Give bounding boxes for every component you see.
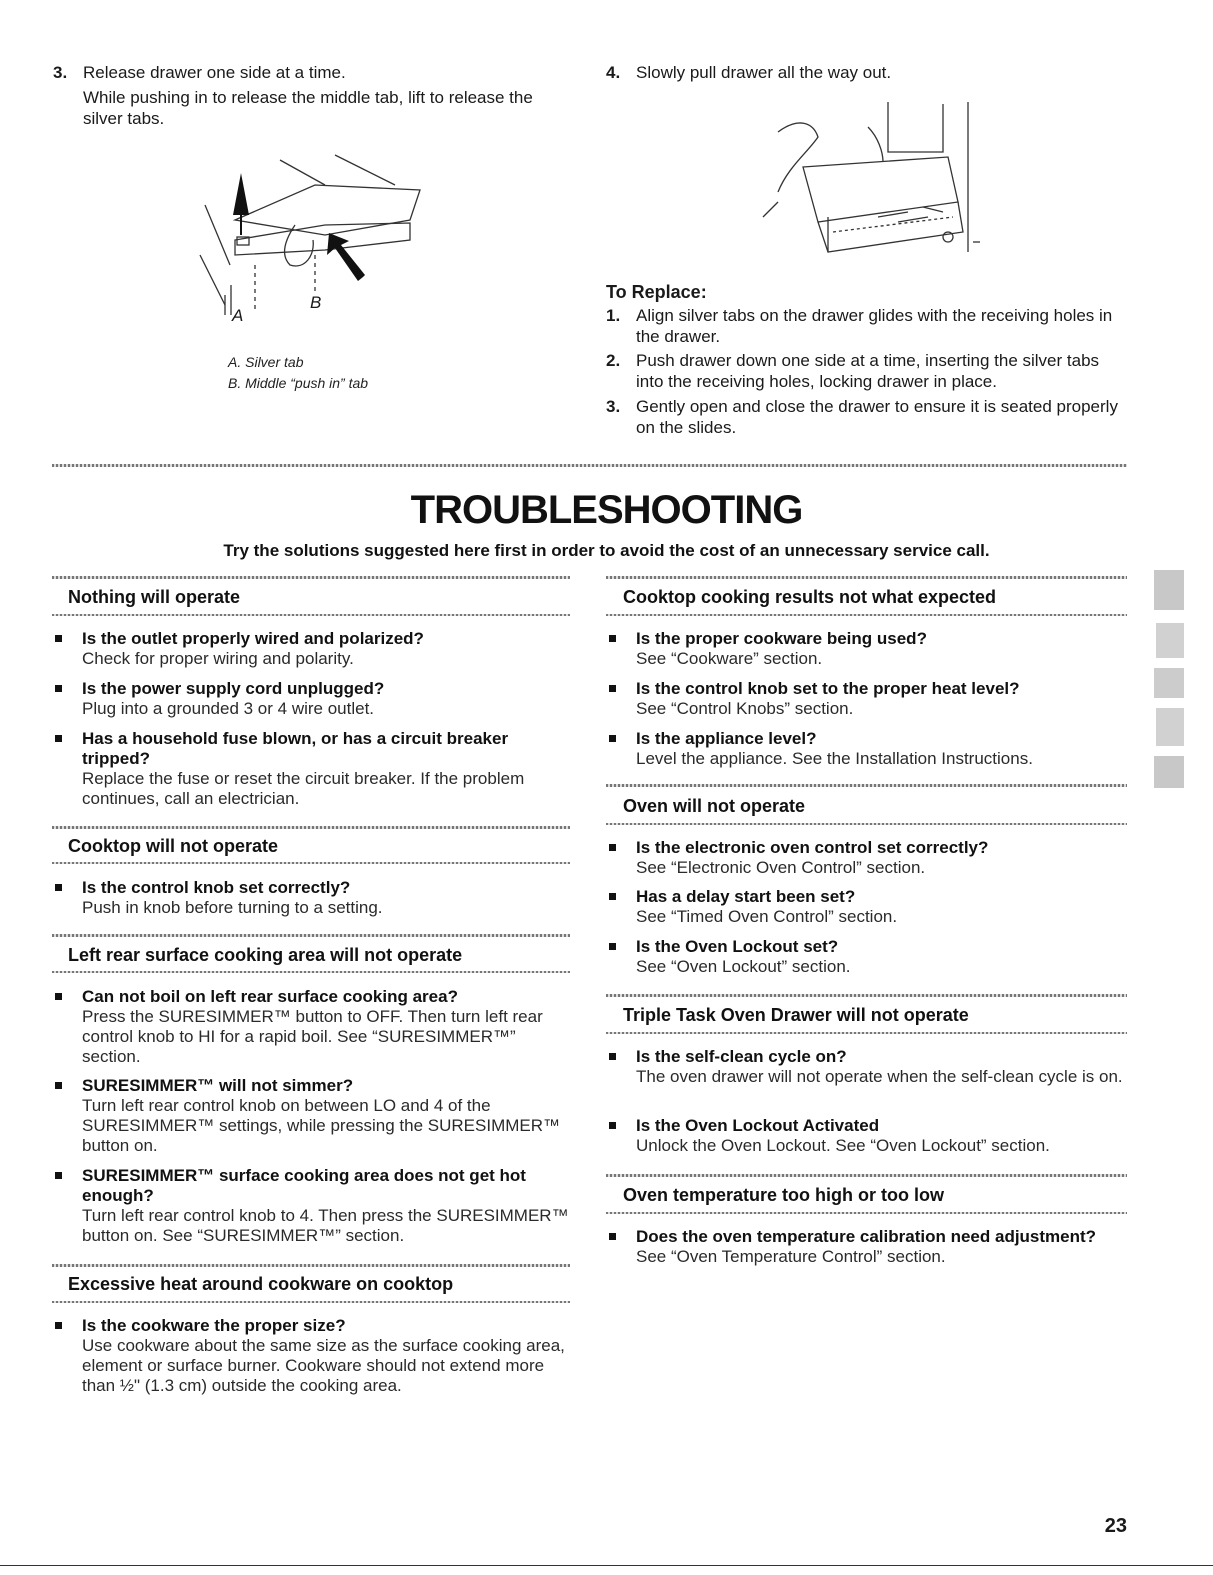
section-rule — [606, 994, 1127, 997]
callout-label-b: B — [310, 293, 322, 312]
answer: Use cookware about the same size as the surface cooking area, element or surface burner. Cookware should not extend more than ½" (1.3 cm) outside the cooking area. — [82, 1336, 565, 1395]
answer: Check for proper wiring and polarity. — [82, 649, 354, 668]
section-rule — [606, 784, 1127, 787]
section-title-nothing-operates: Nothing will operate — [68, 587, 241, 607]
section-rule — [52, 1264, 570, 1267]
troubleshoot-item — [55, 878, 570, 918]
question: Is the cookware the proper size? — [82, 1316, 346, 1335]
section-title-oven-not-operate: Oven will not operate — [623, 796, 806, 816]
section-rule — [52, 576, 570, 579]
question: Is the appliance level? — [636, 729, 817, 748]
section-divider — [52, 464, 1127, 467]
question: SURESIMMER™ will not simmer? — [82, 1076, 354, 1095]
step-text: Align silver tabs on the drawer glides with the receiving holes in the drawer. — [636, 306, 1113, 346]
bullet-icon — [609, 943, 616, 950]
replace-step-3 — [606, 396, 1126, 438]
to-replace-heading: To Replace: — [606, 282, 707, 302]
troubleshoot-item — [609, 679, 1127, 719]
troubleshoot-item — [609, 1227, 1127, 1267]
question: Is the Oven Lockout Activated — [636, 1116, 880, 1135]
bullet-icon — [609, 893, 616, 900]
answer: Press the SURESIMMER™ button to OFF. Then turn left rear control knob to HI for a rapid boil. See “SURESIMMER™” section. — [82, 1007, 543, 1066]
question: Is the power supply cord unplugged? — [82, 679, 385, 698]
troubleshoot-item — [609, 838, 1127, 878]
bullet-icon — [55, 1082, 62, 1089]
troubleshoot-item — [609, 887, 1127, 927]
troubleshoot-item — [55, 1076, 570, 1156]
answer: See “Oven Temperature Control” section. — [636, 1247, 946, 1266]
troubleshoot-item — [55, 629, 570, 669]
edge-scan-mark — [1150, 568, 1188, 793]
answer: See “Cookware” section. — [636, 649, 823, 668]
section-rule — [52, 862, 570, 864]
step-subtext: While pushing in to release the middle tab, lift to release the silver tabs. — [83, 88, 533, 128]
bullet-icon — [55, 735, 62, 742]
bullet-icon — [609, 1233, 616, 1240]
question: Is the electronic oven control set correctly? — [636, 838, 989, 857]
bullet-icon — [609, 844, 616, 851]
section-rule — [52, 614, 570, 616]
step-text: Slowly pull drawer all the way out. — [636, 63, 892, 82]
answer: Push in knob before turning to a setting. — [82, 898, 383, 917]
section-rule — [52, 1301, 570, 1303]
step-text: Gently open and close the drawer to ensure it is seated properly on the slides. — [636, 397, 1118, 437]
page-bottom-line — [0, 1565, 1213, 1566]
section-rule — [52, 971, 570, 973]
troubleshoot-item — [55, 729, 570, 809]
step-3-release — [53, 62, 573, 129]
figure-caption-a: A. Silver tab — [228, 354, 304, 370]
page-subtitle: Try the solutions suggested here first in order to avoid the cost of an unnecessary service call. — [223, 541, 990, 560]
bullet-icon — [55, 635, 62, 642]
section-rule — [606, 576, 1127, 579]
bullet-icon — [609, 1053, 616, 1060]
troubleshoot-item — [55, 1166, 570, 1246]
step-text: Release drawer one side at a time. — [83, 63, 346, 82]
troubleshoot-item — [55, 1316, 570, 1396]
question: Is the control knob set to the proper heat level? — [636, 679, 1020, 698]
section-rule — [606, 1212, 1127, 1214]
section-title-cooktop-not-operate: Cooktop will not operate — [68, 836, 278, 856]
section-title-cooktop-results: Cooktop cooking results not what expected — [623, 587, 997, 607]
question: Is the proper cookware being used? — [636, 629, 927, 648]
question: Has a household fuse blown, or has a circuit breaker tripped? — [82, 729, 509, 768]
troubleshoot-item — [609, 729, 1127, 769]
bullet-icon — [55, 685, 62, 692]
section-rule — [52, 934, 570, 937]
answer: Unlock the Oven Lockout. See “Oven Lockout” section. — [636, 1136, 1050, 1155]
troubleshoot-item — [609, 1116, 1127, 1156]
section-rule — [606, 614, 1127, 616]
section-rule — [606, 823, 1127, 825]
question: Can not boil on left rear surface cooking area? — [82, 987, 458, 1006]
answer: Turn left rear control knob on between LO and 4 of the SURESIMMER™ settings, while pressing the SURESIMMER™ button on. — [82, 1096, 561, 1155]
troubleshoot-item — [609, 1047, 1127, 1087]
figure-caption-b: B. Middle “push in” tab — [228, 375, 369, 391]
step-number: 3. — [53, 63, 68, 82]
troubleshoot-item — [55, 679, 570, 719]
question: Is the Oven Lockout set? — [636, 937, 839, 956]
question: SURESIMMER™ surface cooking area does not get hot enough? — [82, 1166, 526, 1205]
callout-label-a: A — [232, 306, 244, 325]
bullet-icon — [609, 685, 616, 692]
bullet-icon — [55, 884, 62, 891]
bullet-icon — [609, 1122, 616, 1129]
bullet-icon — [55, 1322, 62, 1329]
step-number: 4. — [606, 63, 621, 82]
question: Has a delay start been set? — [636, 887, 856, 906]
answer: See “Oven Lockout” section. — [636, 957, 851, 976]
bullet-icon — [609, 735, 616, 742]
answer: Plug into a grounded 3 or 4 wire outlet. — [82, 699, 375, 718]
section-title-left-rear-area: Left rear surface cooking area will not operate — [68, 945, 463, 965]
question: Is the control knob set correctly? — [82, 878, 351, 897]
step-number: 1. — [606, 306, 621, 325]
step-number: 3. — [606, 397, 621, 416]
bullet-icon — [55, 1172, 62, 1179]
section-title-oven-drawer: Triple Task Oven Drawer will not operate — [623, 1005, 969, 1025]
question: Is the outlet properly wired and polarized? — [82, 629, 424, 648]
page-title: TROUBLESHOOTING — [410, 488, 803, 532]
answer: The oven drawer will not operate when the self-clean cycle is on. — [636, 1067, 1123, 1086]
bullet-icon — [55, 993, 62, 1000]
step-text: Push drawer down one side at a time, inserting the silver tabs into the receiving holes, locking drawer in place. — [636, 351, 1100, 391]
bullet-icon — [609, 635, 616, 642]
troubleshoot-item — [55, 987, 570, 1067]
troubleshoot-item — [609, 937, 1127, 977]
section-rule — [606, 1174, 1127, 1177]
drawer-pulled-out-illustration — [758, 92, 983, 262]
section-title-oven-temperature: Oven temperature too high or too low — [623, 1185, 945, 1205]
question: Is the self-clean cycle on? — [636, 1047, 847, 1066]
question: Does the oven temperature calibration need adjustment? — [636, 1227, 1097, 1246]
answer: See “Electronic Oven Control” section. — [636, 858, 926, 877]
replace-step-2 — [606, 350, 1126, 392]
troubleshoot-item — [609, 629, 1127, 669]
section-rule — [52, 826, 570, 829]
answer: See “Control Knobs” section. — [636, 699, 854, 718]
page-number: 23 — [1104, 1515, 1127, 1537]
step-number: 2. — [606, 351, 621, 370]
section-title-excessive-heat: Excessive heat around cookware on cooktop — [68, 1274, 454, 1294]
step-4-pull — [606, 62, 1126, 83]
replace-step-1 — [606, 305, 1126, 347]
section-rule — [606, 1032, 1127, 1034]
answer: See “Timed Oven Control” section. — [636, 907, 898, 926]
answer: Level the appliance. See the Installation Instructions. — [636, 749, 1033, 768]
answer: Turn left rear control knob to 4. Then press the SURESIMMER™ button on. See “SURESIMMER™” section. — [82, 1206, 569, 1245]
answer: Replace the fuse or reset the circuit breaker. If the problem continues, call an electrician. — [82, 769, 525, 808]
